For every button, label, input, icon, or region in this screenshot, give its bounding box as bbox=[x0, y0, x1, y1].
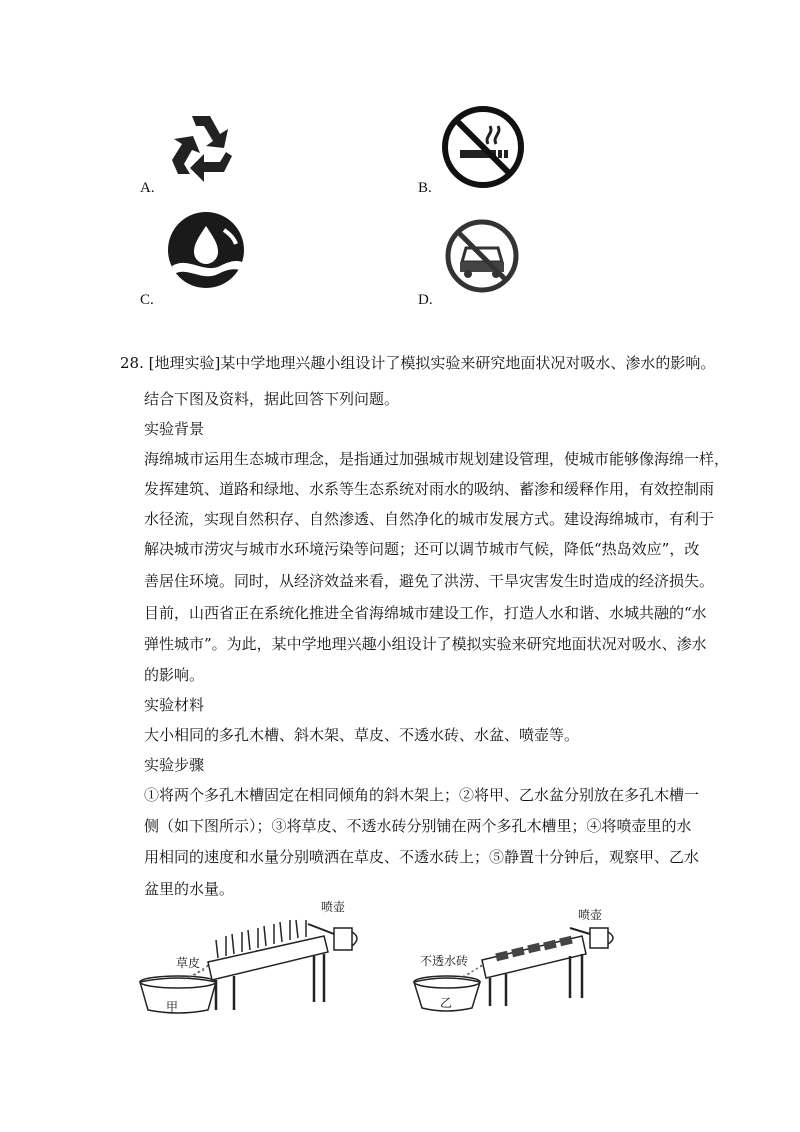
background-line: 的影响。 bbox=[144, 666, 205, 684]
option-d-label: D. bbox=[418, 292, 433, 308]
question-number: 28. bbox=[120, 354, 144, 372]
background-line: 弹性城市”。为此，某中学地理兴趣小组设计了模拟实验来研究地面状况对吸水、渗水 bbox=[144, 635, 707, 653]
right-basin-label: 乙 bbox=[440, 996, 453, 1010]
background-line: 善居住环境。同时，从经济效益来看，避免了洪涝、干旱灾害发生时造成的经济损失。 bbox=[144, 572, 715, 590]
background-heading: 实验背景 bbox=[144, 420, 205, 438]
background-line: 水径流，实现自然积存、自然渗透、自然净化的城市发展方式。建设海绵城市，有利于 bbox=[144, 510, 715, 528]
question-28-first-line bbox=[120, 352, 715, 373]
recycle-icon bbox=[162, 108, 242, 188]
background-line: 目前，山西省正在系统化推进全省海绵城市建设工作，打造人水和谐、水城共融的“水 bbox=[144, 604, 707, 622]
water-saving-icon bbox=[164, 208, 248, 292]
steps-heading: 实验步骤 bbox=[144, 756, 205, 774]
option-c-label: C. bbox=[140, 292, 154, 308]
question-intro: [地理实验]某中学地理兴趣小组设计了模拟实验来研究地面状况对吸水、渗水的影响。 bbox=[148, 354, 716, 372]
steps-line: ①将两个多孔木槽固定在相同倾角的斜木架上；②将甲、乙水盆分别放在多孔木槽一 bbox=[144, 786, 700, 804]
steps-line: 侧（如下图所示）；③将草皮、不透水砖分别铺在两个多孔木槽里；④将喷壶里的水 bbox=[144, 817, 692, 835]
left-surface-label: 草皮 bbox=[176, 956, 201, 970]
question-instruction: 结合下图及资料，据此回答下列问题。 bbox=[144, 390, 400, 408]
steps-line: 盆里的水量。 bbox=[144, 880, 235, 898]
background-line: 发挥建筑、道路和绿地、水系等生态系统对雨水的吸纳、蓄渗和缓释作用，有效控制雨 bbox=[144, 480, 715, 498]
right-can-label: 喷壶 bbox=[578, 908, 603, 922]
background-line: 解决城市涝灾与城市水环境污染等问题；还可以调节城市气候，降低“热岛效应”，改 bbox=[144, 540, 700, 558]
no-cars-icon bbox=[444, 218, 520, 294]
option-a-label: A. bbox=[140, 180, 155, 196]
steps-line: 用相同的速度和水量分别喷洒在草皮、不透水砖上；⑤静置十分钟后，观察甲、乙水 bbox=[144, 848, 700, 866]
background-line: 海绵城市运用生态城市理念，是指通过加强城市规划建设管理，使城市能够像海绵一样， bbox=[144, 450, 730, 468]
no-smoking-icon bbox=[440, 104, 526, 190]
left-can-label: 喷壶 bbox=[321, 900, 346, 914]
materials-text: 大小相同的多孔木槽、斜木架、草皮、不透水砖、水盆、喷壶等。 bbox=[144, 726, 580, 744]
left-basin-label: 甲 bbox=[166, 1000, 179, 1014]
right-surface-label: 不透水砖 bbox=[420, 954, 469, 968]
option-b-label: B. bbox=[418, 180, 432, 196]
materials-heading: 实验材料 bbox=[144, 696, 205, 714]
